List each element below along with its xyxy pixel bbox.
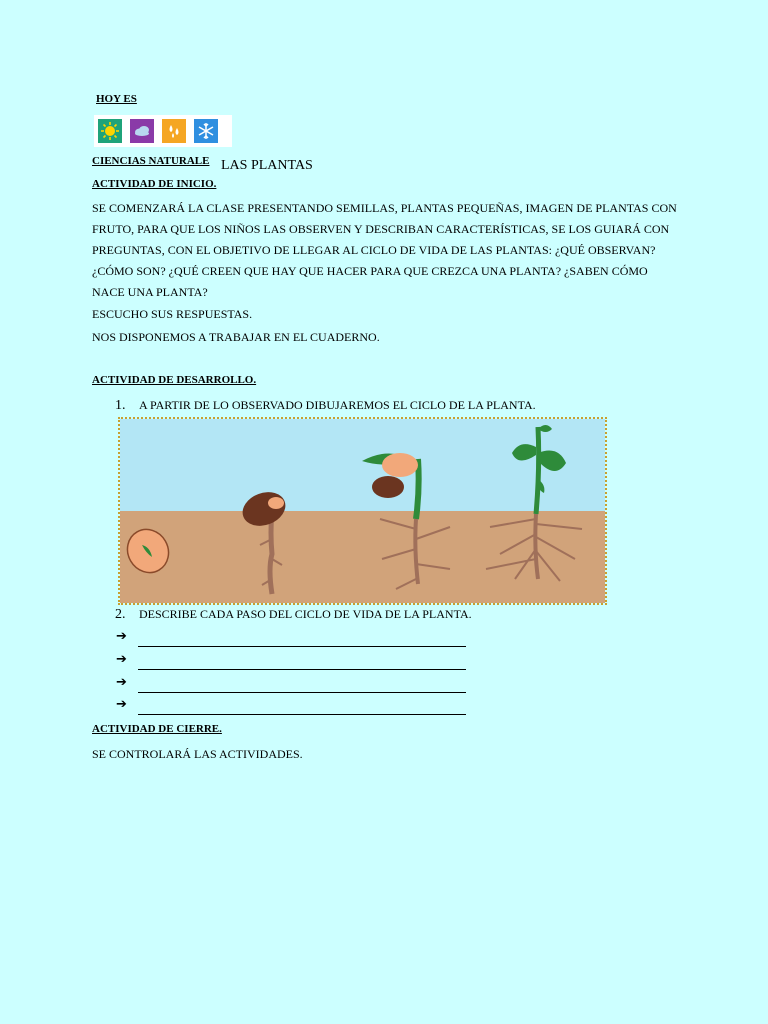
- list-number: 2.: [115, 607, 126, 622]
- inicio-line: ¿CÓMO SON? ¿QUÉ CREEN QUE HAY QUE HACER PARA QUE CREZCA UNA PLANTA? ¿SABEN CÓMO: [92, 264, 648, 278]
- inicio-line: SE COMENZARÁ LA CLASE PRESENTANDO SEMILLAS, PLANTAS PEQUEÑAS, IMAGEN DE PLANTAS CON: [92, 201, 677, 215]
- weather-icons: [94, 115, 232, 147]
- subject-label: CIENCIAS NATURALE: [92, 155, 210, 167]
- snowflake-icon[interactable]: [194, 119, 218, 143]
- nos-text: NOS DISPONEMOS A TRABAJAR EN EL CUADERNO.: [92, 330, 380, 344]
- answer-line-1[interactable]: [116, 629, 466, 649]
- list-item-2: [115, 607, 472, 623]
- inicio-heading: ACTIVIDAD DE INICIO.: [92, 178, 217, 190]
- inicio-line: NACE UNA PLANTA?: [92, 285, 208, 299]
- answer-line-2[interactable]: [116, 652, 466, 672]
- arrow-right-icon: ➔: [116, 675, 127, 690]
- list-item-text: DESCRIBE CADA PASO DEL CICLO DE VIDA DE LA PLANTA.: [139, 607, 472, 621]
- inicio-line: PREGUNTAS, CON EL OBJETIVO DE LLEGAR AL CICLO DE VIDA DE LAS PLANTAS: ¿QUÉ OBSERVAN?: [92, 243, 656, 257]
- cierre-heading: ACTIVIDAD DE CIERRE.: [92, 723, 222, 735]
- page-title: LAS PLANTAS: [221, 158, 313, 173]
- inicio-paragraph: [92, 198, 682, 303]
- answer-line-4[interactable]: [116, 697, 466, 717]
- answer-line-3[interactable]: [116, 675, 466, 695]
- cloud-icon[interactable]: [130, 119, 154, 143]
- arrow-right-icon: ➔: [116, 652, 127, 667]
- cierre-text: SE CONTROLARÁ LAS ACTIVIDADES.: [92, 747, 303, 761]
- desarrollo-heading: ACTIVIDAD DE DESARROLLO.: [92, 374, 257, 386]
- arrow-right-icon: ➔: [116, 629, 127, 644]
- plant-cycle-svg: [120, 419, 605, 603]
- list-number: 1.: [115, 398, 126, 413]
- sun-icon[interactable]: [98, 119, 122, 143]
- inicio-line: FRUTO, PARA QUE LOS NIÑOS LAS OBSERVEN Y DESCRIBAN CARACTERÍSTICAS, SE LOS GUIARÁ CON: [92, 222, 670, 236]
- hoy-es-label: HOY ES: [96, 93, 137, 105]
- arrow-right-icon: ➔: [116, 697, 127, 712]
- list-item-text: A PARTIR DE LO OBSERVADO DIBUJAREMOS EL CICLO DE LA PLANTA.: [139, 398, 536, 412]
- list-item-1: [115, 398, 536, 414]
- escucho-text: ESCUCHO SUS RESPUESTAS.: [92, 307, 253, 321]
- plant-cycle-illustration: [118, 417, 607, 605]
- rain-icon[interactable]: [162, 119, 186, 143]
